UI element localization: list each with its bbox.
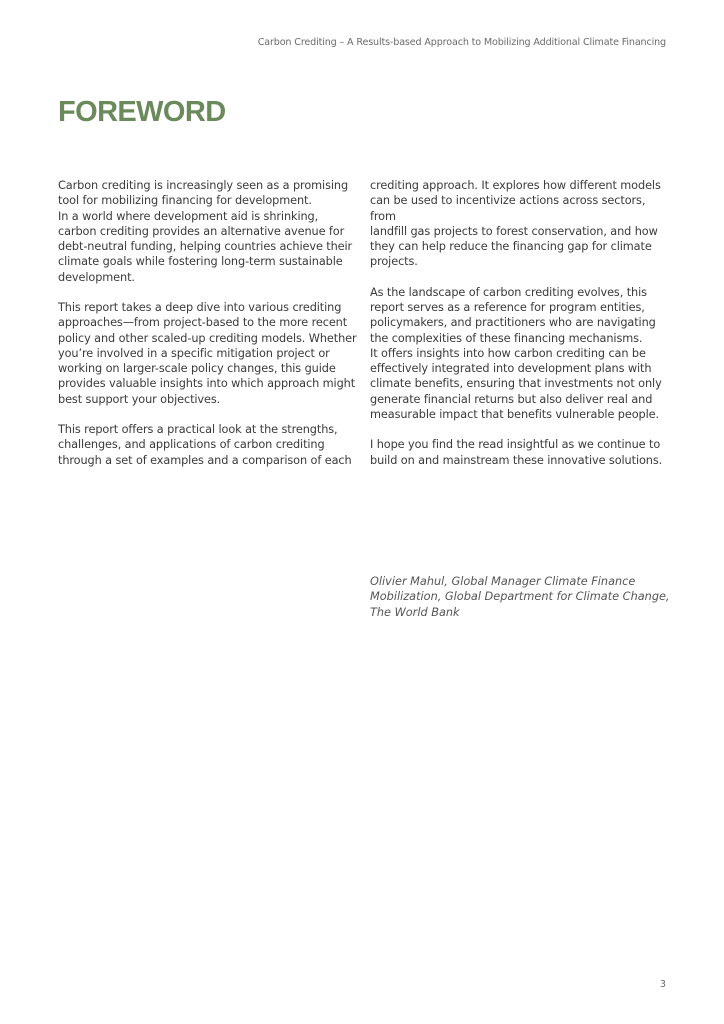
left-column [58,178,358,483]
text-line: the complexities of these financing mechanisms. [370,331,643,345]
text-line: landfill gas projects to forest conservation, and how [370,224,658,238]
page-number: 3 [659,979,666,990]
text-line: provides valuable insights into which approach might [58,377,356,391]
text-line: you’re involved in a specific mitigation project or [58,346,330,360]
text-line: debt-neutral funding, helping countries achieve their [58,240,353,253]
text-line: development. [58,270,135,284]
text-line: In a world where development aid is shrinking, [58,209,319,223]
right-column [370,178,668,483]
signature-line: Olivier Mahul, Global Manager Climate Finance [370,575,636,588]
text-line: build on and mainstream these innovative solutions. [370,453,663,467]
text-line: approaches—from project-based to the more recent [58,316,348,330]
text-line: crediting approach. It explores how different models [370,179,661,192]
text-line: It offers insights into how carbon crediting can be [370,346,646,360]
text-line: projects. [370,255,418,269]
text-line: they can help reduce the financing gap for climate [370,240,652,253]
paragraph [58,209,358,285]
paragraph [58,422,358,468]
text-line: climate benefits, ensuring that investments not only [370,377,662,391]
paragraph [370,285,668,346]
text-line: carbon crediting provides an alternative avenue for [58,224,345,238]
paragraph [370,178,668,270]
text-line: tool for mobilizing financing for development. [58,194,312,208]
signature-line: The World Bank [370,605,460,619]
text-line: best support your objectives. [58,392,221,406]
paragraph [370,437,668,468]
signature-line: Mobilization, Global Department for Climate Change, [370,590,670,604]
text-line: Carbon crediting is increasingly seen as a promising [58,179,349,192]
text-line: measurable impact that benefits vulnerable people. [370,407,659,421]
text-line: challenges, and applications of carbon crediting [58,438,325,452]
text-line: can be used to incentivize actions across sectors, from [370,194,646,223]
text-line: effectively integrated into development plans with [370,362,652,375]
text-line: policymakers, and practitioners who are navigating [370,316,656,330]
paragraph [58,300,358,407]
text-line: report serves as a reference for program entities, [370,301,645,314]
text-line: climate goals while fostering long-term sustainable [58,255,343,269]
text-line: working on larger-scale policy changes, this guide [58,362,336,375]
page-title: FOREWORD [58,96,226,128]
text-line: This report offers a practical look at the strengths, [58,423,338,436]
text-line: policy and other scaled-up crediting models. Whether [58,331,357,345]
running-header: Carbon Crediting – A Results-based Approach to Mobilizing Additional Climate Financing [257,37,666,48]
signature [370,574,670,620]
text-line: I hope you find the read insightful as we continue to [370,438,661,452]
paragraph [370,346,668,422]
text-line: generate financial returns but also deliver real and [370,392,653,406]
text-line: This report takes a deep dive into various crediting [58,301,342,314]
text-line: As the landscape of carbon crediting evolves, this [370,285,647,299]
text-line: through a set of examples and a comparison of each [58,453,352,467]
paragraph [58,178,358,209]
